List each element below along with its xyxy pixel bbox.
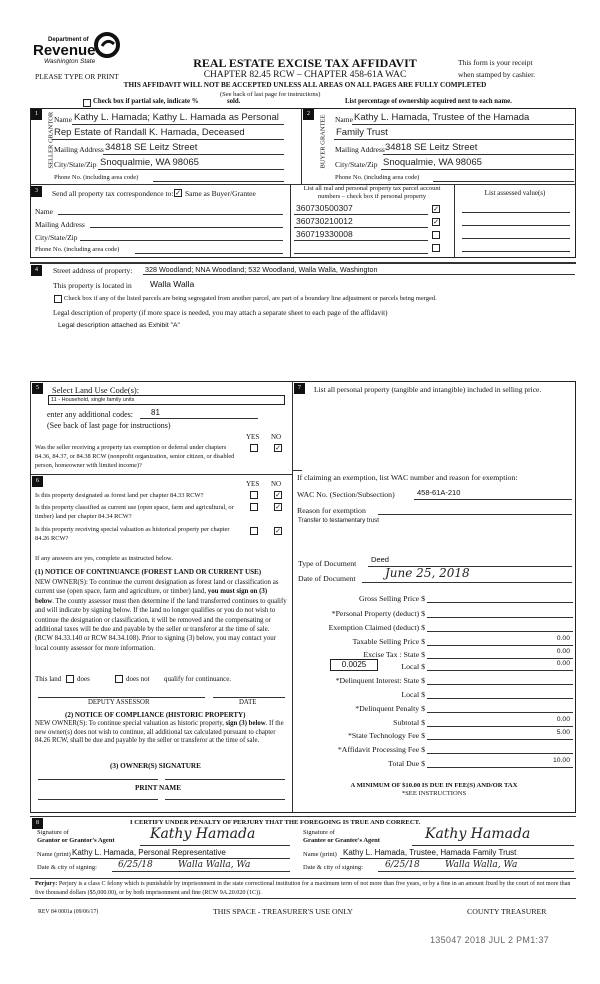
yes-checkbox[interactable]	[250, 503, 258, 511]
tax-row-label: *Delinquent Penalty $	[355, 704, 425, 713]
section-number: 6	[32, 476, 43, 487]
assessed-header: List assessed value(s)	[484, 189, 546, 197]
address-label: Mailing Address	[335, 145, 385, 154]
name-print-label: Name (print)	[37, 851, 71, 858]
local-rate-field[interactable]: 0.0025	[330, 659, 378, 671]
legal-label: Legal description of property (if more space is needed, you may attach a separate sheet to each page of the affidavit)	[53, 309, 388, 317]
receipt-note: This form is your receipt	[458, 58, 533, 67]
date-city-label: Date & city of signing:	[303, 864, 363, 871]
no-header: NO	[271, 433, 282, 441]
see-back: (See back of last page for instructions)	[220, 91, 321, 98]
section-number: 4	[31, 265, 42, 276]
tax-row-label: Total Due $	[388, 759, 425, 768]
historic-question: Is this property receiving special valuation as historical property per chapter 84.26 RCW?	[35, 526, 230, 542]
no-checkbox[interactable]: ✓	[275, 444, 281, 452]
tax-row-label: *Personal Property (deduct) $	[331, 609, 425, 618]
date-city-label: Date & city of signing:	[37, 864, 97, 871]
tax-row-value[interactable]: 0.00	[556, 635, 570, 642]
notice-bold: you must sign on (3) below	[35, 588, 268, 605]
located-field[interactable]: Walla Walla	[150, 279, 195, 289]
phone-label: Phone No. (including area code)	[35, 246, 120, 253]
buyer-label: BUYER GRANTEE	[319, 114, 327, 169]
name-label: Name	[335, 115, 353, 124]
logo-text: Revenue	[33, 42, 96, 59]
doc-type-label: Type of Document	[298, 559, 357, 568]
tax-row-label: Local $	[401, 662, 425, 671]
wac-label: WAC No. (Section/Subsection)	[297, 490, 395, 499]
doc-date-label: Date of Document	[298, 574, 356, 583]
partial-sale-label: Check box if partial sale, indicate %	[93, 98, 199, 105]
section-number: 2	[303, 109, 314, 120]
tax-row-label: Exemption Claimed (deduct) $	[328, 623, 425, 632]
segregate-checkbox[interactable]	[54, 295, 62, 303]
buyer-name-field-2[interactable]: Family Trust	[336, 127, 388, 138]
yes-header: YES	[246, 433, 260, 441]
additional-codes-field[interactable]: 81	[151, 408, 160, 417]
section-number: 5	[32, 383, 43, 394]
logo-text: Department of	[48, 37, 89, 43]
doc-type-field[interactable]: Deed	[371, 555, 389, 564]
no-checkbox[interactable]: ✓	[275, 491, 281, 499]
name-print-label: Name (print)	[303, 851, 337, 858]
notice-compliance-title: (2) NOTICE OF COMPLIANCE (HISTORIC PROPERTY)	[65, 711, 246, 719]
tax-row-label: Taxable Selling Price $	[352, 637, 425, 646]
seller-label: SELLER GRANTOR	[47, 111, 55, 169]
sold-label: sold.	[227, 98, 241, 105]
address-label: Mailing Address	[54, 145, 104, 154]
notice-continuance-title: (1) NOTICE OF CONTINUANCE (FOREST LAND OR CURRENT USE)	[35, 568, 262, 576]
if-yes-note: If any answers are yes, complete as instructed below.	[35, 555, 173, 562]
grantor-name-field[interactable]: Kathy L. Hamada, Personal Representative	[72, 848, 226, 857]
personal-property-checkbox[interactable]: ✓	[433, 218, 439, 226]
city-label: City/State/Zip	[35, 233, 78, 242]
seller-name-field-2[interactable]: Rep Estate of Randall K. Hamada, Deceased	[54, 127, 245, 138]
chapter-line: CHAPTER 82.45 RCW – CHAPTER 458-61A WAC	[203, 70, 407, 80]
tax-row-value[interactable]: 0.00	[556, 660, 570, 667]
personal-property-label: List all personal property (tangible and intangible) included in selling price.	[314, 385, 542, 394]
print-name-label: PRINT NAME	[135, 784, 181, 792]
grantee-date-field[interactable]: 6/25/18	[385, 860, 420, 870]
name-label: Name	[35, 207, 53, 216]
county-treasurer-label: COUNTY TREASURER	[467, 907, 547, 916]
no-header: NO	[271, 480, 282, 488]
warning: THIS AFFIDAVIT WILL NOT BE ACCEPTED UNLESS ALL AREAS ON ALL PAGES ARE FULLY COMPLETED	[123, 81, 487, 89]
instructions-note: (See back of last page for instructions)	[47, 421, 171, 430]
yes-checkbox[interactable]	[250, 491, 258, 499]
grantor-city-field[interactable]: Walla Walla, Wa	[178, 860, 251, 870]
segregate-label: Check box if any of the listed parcels are being segregated from another parcel, are part of a boundary line adjustment or parcels being merged.	[64, 295, 437, 302]
personal-property-checkbox[interactable]	[432, 244, 440, 252]
personal-property-checkbox[interactable]: ✓	[433, 205, 439, 213]
assessed-value-field[interactable]	[462, 212, 570, 213]
does-not-checkbox[interactable]	[115, 675, 123, 683]
notice-continuance-text	[35, 578, 287, 653]
grantee-name-field[interactable]: Kathy L. Hamada, Trustee, Hamada Family Trust	[343, 848, 517, 857]
partial-sale-checkbox[interactable]	[83, 99, 91, 107]
list-percentage: List percentage of ownership acquired next to each name.	[345, 98, 512, 105]
section-number: 7	[294, 383, 305, 394]
buyer-city-field[interactable]: Snoqualmie, WA 98065	[383, 157, 482, 168]
forest-land-question: Is this property designated as forest land per chapter 84.33 RCW?	[35, 492, 204, 499]
grantor-date-field[interactable]: 6/25/18	[118, 860, 153, 870]
reason-label: Reason for exemption	[297, 506, 366, 515]
parcel-number-field[interactable]: 360730500307	[296, 203, 353, 213]
notice-bold: sign (3) below	[225, 720, 266, 727]
section-number: 3	[31, 186, 42, 197]
notice-text: NEW OWNER(S): To continue special valuation as historic property,	[35, 720, 226, 727]
buyer-address-field[interactable]: 34818 SE Leitz Street	[385, 142, 478, 153]
same-as-buyer-label: Same as Buyer/Grantee	[185, 189, 256, 198]
see-instructions: *SEE INSTRUCTIONS	[401, 790, 467, 797]
qualify-label: qualify for continuance.	[164, 675, 232, 683]
perjury-text: Perjury is a class C felony which is punishable by imprisonment in the state correctional institution for a maximum term of not more than five years, or by a fine in an amount fixed by the court of not more than five thousand dollars ($5,000.00), or by both imprisonment and fine (RCW 9A.20.020 (1C)).	[35, 881, 571, 896]
tax-row-label: *Delinquent Interest: State $	[335, 676, 425, 685]
receipt-note: when stamped by cashier.	[458, 70, 536, 79]
signature-label: Grantee or Grantee's Agent	[303, 837, 380, 844]
buyer-name-field[interactable]: Kathy L. Hamada, Trustee of the Hamada	[354, 112, 530, 123]
form-title: REAL ESTATE EXCISE TAX AFFIDAVIT	[193, 56, 417, 70]
tax-row-label: Gross Selling Price $	[358, 594, 425, 603]
wac-field[interactable]: 458-61A-210	[417, 488, 461, 497]
does-checkbox[interactable]	[66, 675, 74, 683]
signature-label: Signature of	[303, 829, 335, 836]
dor-swirl-icon	[94, 32, 120, 58]
located-label: This property is located in	[53, 281, 132, 290]
please-type: PLEASE TYPE OR PRINT	[35, 72, 119, 81]
notice-text: NEW OWNER(S): To continue the current designation as forest land or classification as current use (open space, farm and agriculture, or timber) land,	[35, 579, 279, 596]
tax-row-label: *Affidavit Processing Fee $	[337, 745, 425, 754]
doc-date-field[interactable]: June 25, 2018	[385, 566, 470, 580]
yes-header: YES	[246, 480, 260, 488]
land-use-label: Select Land Use Code(s):	[52, 385, 140, 395]
same-as-buyer-checkbox[interactable]: ✓	[175, 189, 181, 197]
treasurer-stamp: 135047 2018 JUL 2 PM1:37	[430, 935, 549, 945]
tax-row-label: Excise Tax : State $	[363, 650, 425, 659]
tax-row-label: *State Technology Fee $	[347, 731, 425, 740]
yes-checkbox[interactable]	[250, 527, 258, 535]
yes-checkbox[interactable]	[250, 444, 258, 452]
minimum-note: A MINIMUM OF $10.00 IS DUE IN FEE(S) AND/OR TAX	[350, 782, 518, 789]
address-label: Mailing Address	[35, 220, 85, 229]
does-not-label: does not	[126, 675, 150, 683]
parcel-header: List all real and personal property tax parcel account	[303, 185, 441, 192]
parcel-number-field[interactable]: 360719330008	[296, 229, 353, 239]
this-land-label: This land	[35, 675, 62, 683]
signature-label: Signature of	[37, 829, 69, 836]
tax-row-label: Subtotal $	[393, 718, 425, 727]
tax-row-value[interactable]: 0.00	[556, 648, 570, 655]
parcel-number-field[interactable]: 360730210012	[296, 216, 353, 226]
seller-city-field[interactable]: Snoqualmie, WA 98065	[100, 157, 199, 168]
deputy-assessor-label: DEPUTY ASSESSOR	[88, 699, 150, 706]
current-use-question: Is this property classified as current use (open space, farm and agricultural, or timber) land per chapter 84.34 RCW?	[35, 504, 234, 520]
seller-address-field[interactable]: 34818 SE Leitz Street	[105, 142, 198, 153]
perjury-notice	[35, 880, 575, 897]
seller-name-field[interactable]: Kathy L. Hamada; Kathy L. Hamada as Personal	[74, 112, 279, 123]
treasurer-use-label: THIS SPACE - TREASURER'S USE ONLY	[213, 907, 353, 916]
city-label: City/State/Zip	[54, 160, 97, 169]
logo-text: Washington State	[44, 58, 96, 65]
section-number: 1	[31, 109, 42, 120]
name-label: Name	[54, 115, 72, 124]
owner-signature-label: (3) OWNER(S) SIGNATURE	[110, 762, 201, 770]
certify-statement: I CERTIFY UNDER PENALTY OF PERJURY THAT THE FOREGOING IS TRUE AND CORRECT.	[130, 819, 421, 826]
grantor-signature[interactable]: Kathy Hamada	[150, 826, 256, 842]
perjury-label: Perjury:	[35, 881, 58, 887]
form-revision: REV 84 0001a (09/06/17)	[38, 909, 99, 915]
tax-row-value[interactable]: 0.00	[556, 716, 570, 723]
tax-row-value[interactable]: 10.00	[552, 757, 570, 764]
parcel-header: numbers – check box if personal property	[317, 193, 427, 200]
no-checkbox[interactable]: ✓	[275, 527, 281, 535]
assessed-value-field[interactable]	[462, 225, 570, 226]
assessed-value-field[interactable]	[462, 238, 570, 239]
additional-codes-label: enter any additional codes:	[47, 410, 133, 419]
no-checkbox[interactable]: ✓	[275, 503, 281, 511]
exemption-question: Was the seller receiving a property tax exemption or deferral under chapters 84.36, 84.37, or 84.38 RCW (nonprofit organization, senior citizen, or disabled person, homeowner with limited income)?	[35, 444, 235, 469]
street-address-field[interactable]: 328 Woodland; NNA Woodland; 532 Woodland, Walla Walla, Washington	[145, 265, 378, 274]
exemption-label: If claiming an exemption, list WAC number and reason for exemption:	[297, 473, 518, 482]
personal-property-checkbox[interactable]	[432, 231, 440, 239]
does-label: does	[77, 675, 90, 683]
street-label: Street address of property:	[53, 266, 133, 275]
send-label: Send all property tax correspondence to:	[52, 189, 174, 198]
notice-text: . The county assessor must then determine if the land transferred continues to qualify and will indicate by signing below. If the land no longer qualifies or you do not wish to continue the designation or classification, it will be removed and the compensating or additional taxes will be due and payable by the seller or transferor at the time of sale. (RCW 84.33.140 or RCW 84.34.108). Prior to signing (3) below, you may contact your local county assessor for more information.	[35, 597, 287, 652]
notice-text: . If the new owner(s) does not wish to continue, all additional tax calculated pursuant to chapter 84.26 RCW, shall be due and payable by the seller or transferor at the time of sale.	[35, 720, 284, 745]
notice-compliance-text	[35, 720, 285, 746]
section-number: 8	[32, 818, 43, 829]
signature-label: Grantor or Grantor's Agent	[37, 837, 115, 844]
reason-field[interactable]: Transfer to testamentary trust	[298, 517, 379, 524]
legal-description-field[interactable]: Legal description attached as Exhibit "A"	[58, 322, 180, 329]
date-label: DATE	[239, 699, 257, 706]
phone-label: Phone No. (including area code)	[335, 174, 420, 181]
grantee-city-field[interactable]: Walla Walla, Wa	[445, 860, 518, 870]
assessed-value-field[interactable]	[462, 251, 570, 252]
land-use-select[interactable]: 11 - Household, single family units	[48, 395, 285, 405]
tax-row-value[interactable]: 5.00	[556, 729, 570, 736]
city-label: City/State/Zip	[335, 160, 378, 169]
phone-label: Phone No. (including area code)	[54, 174, 139, 181]
tax-row-label: Local $	[401, 690, 425, 699]
grantee-signature[interactable]: Kathy Hamada	[425, 826, 531, 842]
